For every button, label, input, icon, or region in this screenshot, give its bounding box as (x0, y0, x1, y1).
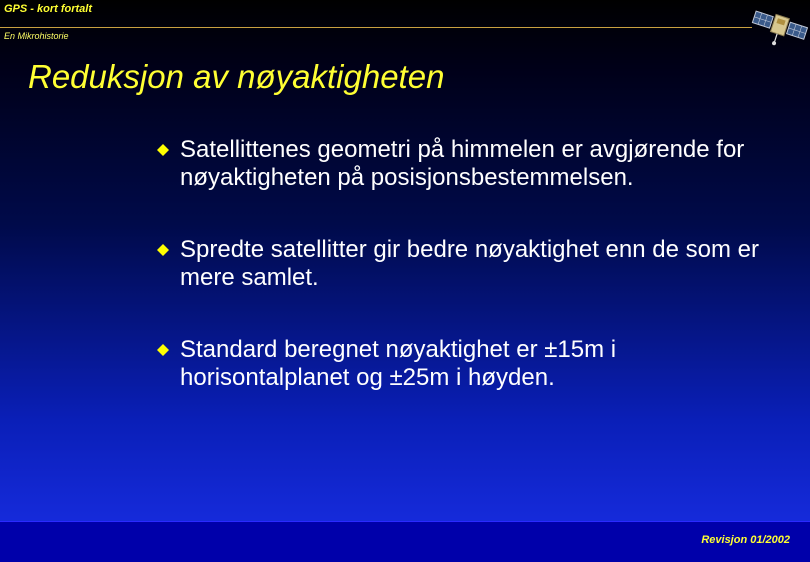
header-title: GPS - kort fortalt (4, 3, 93, 15)
bullet-item (155, 236, 775, 292)
footer-bar (0, 521, 810, 562)
diamond-bullet-icon (157, 144, 169, 156)
bullet-text: Standard beregnet nøyaktighet er ±15m i horisontalplanet og ±25m i høyden. (180, 336, 617, 391)
revision-label: Revisjon 01/2002 (701, 534, 790, 546)
bullet-text: Satellittenes geometri på himmelen er avgjørende for nøyaktigheten på posisjonsbestemmelsen. (180, 136, 745, 191)
header-divider (0, 27, 752, 28)
satellite-icon (750, 3, 808, 53)
slide-title: Reduksjon av nøyaktigheten (28, 58, 445, 95)
diamond-bullet-icon (157, 244, 169, 256)
header-subtitle: En Mikrohistorie (4, 31, 69, 41)
bullet-item (155, 336, 775, 392)
diamond-bullet-icon (157, 344, 169, 356)
bullet-text: Spredte satellitter gir bedre nøyaktighet enn de som er mere samlet. (180, 236, 759, 291)
bullet-list (155, 136, 775, 436)
bullet-item (155, 136, 775, 192)
